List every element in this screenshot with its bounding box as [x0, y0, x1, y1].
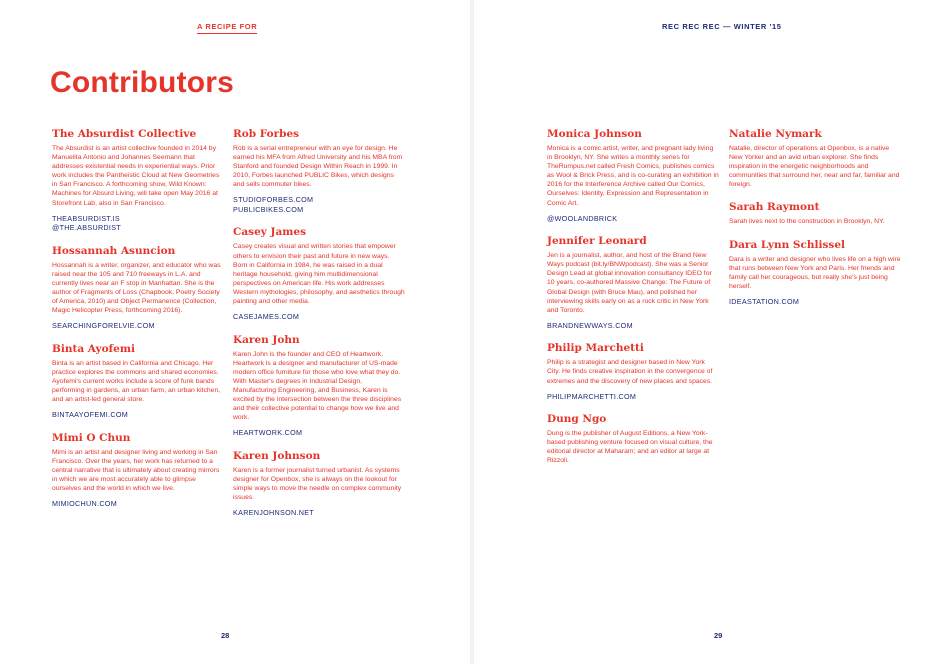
contributor-name: Sarah Raymont — [729, 201, 820, 214]
contributor-links — [547, 392, 719, 402]
contributor-link[interactable]: CASEJAMES.COM — [233, 312, 300, 322]
contributor-bio: Monica is a comic artist, writer, and pregnant lady living in Brooklyn, NY. She writes a monthly series for TheRumpus.net called Fresh Comics, publishes comics as Wool & Brick Press, and is co-curating an exhibition in 2016 for the Interference Archive called Our Comics, Ourselves: Identity, Expression and Representation in Comic Art. — [547, 145, 719, 207]
contributor-link[interactable]: HEARTWORK.COM — [233, 428, 303, 438]
contributor-bio: Mimi is an artist and designer living and working in San Francisco. Over the years, her work has returned to a central narrative that is ultimately about creating mirrors in which we are most accurately able to glimpse ourselves and the world in which we live. — [52, 448, 220, 493]
contributor-bio: Philip is a strategist and designer based in New York City. He finds creative inspiration in the convergence of extremes and the discovery of new places and spaces. — [547, 359, 713, 385]
contributor-entry — [233, 128, 405, 214]
contributor-column-3 — [547, 128, 719, 477]
contributor-name: Karen John — [233, 333, 300, 346]
contributor-name: Mimi O Chun — [52, 431, 131, 444]
contributor-name: Binta Ayofemi — [52, 342, 135, 355]
contributor-column-4 — [729, 128, 901, 318]
contributor-entry — [729, 239, 901, 307]
contributor-name: Dung Ngo — [547, 413, 607, 426]
contributor-name: The Absurdist Collective — [52, 128, 197, 140]
contributor-link[interactable]: @THE.ABSURDIST — [52, 223, 122, 233]
contributor-links — [52, 214, 224, 233]
contributor-link[interactable]: KARENJOHNSON.NET — [233, 508, 315, 518]
contributor-bio: Natalie, director of operations at Openbox, is a native New Yorker and an avid urban explorer. She finds inspiration in the energetic neighborhoods and communities that surround her, near and far, familiar and foreign. — [729, 145, 900, 189]
contributor-bio: Rob is a serial entrepreneur with an eye for design. He earned his MFA from Alfred University and his MBA from Stanford and founded Design Within Reach in 1999. In 2010, Forbes launched PUBLIC Bikes, which designs and sells commuter bikes. — [233, 145, 403, 189]
contributor-links — [233, 428, 405, 438]
contributor-name: Philip Marchetti — [547, 342, 644, 355]
contributor-bio: Karen John is the founder and CEO of Heartwork. Heartwork is a designer and manufacturer of US-made modern office furniture for those who love what they do. With Master's degrees in Industrial Design, Manufacturing Engineering, and Business, Karen is excited by the intersection between the three disciplines and their collective potential to change how we live and work. — [233, 350, 402, 422]
running-head-right: REC REC REC — WINTER '15 — [662, 22, 782, 31]
contributor-bio: Sarah lives next to the construction in Brooklyn, NY. — [729, 218, 885, 226]
contributor-name: Natalie Nymark — [729, 128, 822, 140]
contributor-name: Dara Lynn Schlissel — [729, 238, 846, 251]
contributor-links — [233, 195, 405, 214]
contributor-bio: Binta is an artist based in California and Chicago. Her practice explores the commons and shared economies. Ayofemi's current works include a score of funk bands performing in gardens, an urban farm, an urban kitchen, and an artist-led general store. — [52, 359, 221, 404]
running-head-left: A RECIPE FOR — [197, 22, 257, 34]
contributor-bio: Karen is a former journalist turned urbanist. As systems designer for Openbox, she is always on the lookout for simple ways to move the needle on complex community issues. — [233, 466, 402, 502]
contributor-links — [233, 312, 405, 322]
right-page — [472, 0, 944, 664]
contributor-entry — [52, 128, 224, 233]
contributor-entry — [547, 128, 719, 223]
contributor-bio: Jen is a journalist, author, and host of the Brand New Ways podcast (bit.ly/BNWpodcast). She was a Senior Design Lead at global innovation consultancy IDEO for 10 years, co-authored Massive Change: The Future of Global Design (with Bruce Mau), and polished her interviewing skills early on as a rock critic in New York and Toronto. — [547, 252, 712, 314]
contributor-column-2 — [233, 128, 405, 530]
contributor-entry — [729, 128, 901, 189]
contributor-entry — [52, 432, 224, 509]
contributor-entry — [233, 226, 405, 321]
contributor-name: Jennifer Leonard — [547, 235, 647, 248]
contributor-name: Rob Forbes — [233, 128, 300, 140]
contributor-link[interactable]: IDEASTATION.COM — [729, 296, 800, 306]
contributor-entry — [547, 235, 719, 330]
contributor-bio: Dung is the publisher of August Editions, a New York-based publishing venture focused on visual culture, the editorial director at Maharam; and an editor at large at Rizzoli. — [547, 430, 713, 465]
contributor-name: Karen Johnson — [233, 449, 321, 462]
contributor-entry — [233, 450, 405, 518]
contributor-link[interactable]: MIMIOCHUN.COM — [52, 499, 117, 509]
contributor-links — [547, 214, 719, 224]
contributor-links — [233, 508, 405, 518]
contributor-link[interactable]: STUDIOFORBES.COM — [233, 195, 314, 205]
contributor-links — [52, 499, 224, 509]
contributor-link[interactable]: BRANDNEWWAYS.COM — [547, 320, 633, 330]
contributor-links — [52, 321, 224, 331]
contributor-entry — [233, 334, 405, 438]
contributor-link[interactable]: SEARCHINGFORELVIE.COM — [52, 321, 155, 331]
book-gutter — [470, 0, 474, 664]
contributor-bio: Casey creates visual and written stories that empower others to envision their past and future in new ways. Born in California in 1984, he was raised in a dual heritage household, giving him multidimensional perspectives on American life. His work addresses Western mythologies, philosophy, and aesthetics through painting and other media. — [233, 243, 405, 306]
contributor-links — [52, 410, 224, 420]
contributor-column-1 — [52, 128, 224, 521]
contributor-links — [729, 297, 901, 307]
contributor-bio: Hossannah is a writer, organizer, and educator who was raised near the 105 and 710 freeways in L.A. and currently lives near an F stop in Manhattan. She is the author of Fragments of Loss (Chapbook, Poetry Society of America, 2010) and Object Permanence (Collection, Magic Helicopter Press, forthcoming 2016). — [52, 261, 221, 315]
contributor-bio: Dara is a writer and designer who lives life on a high wire that runs between New York and Paris. Her friends and family call her courageous, but really she's just being herself. — [729, 255, 901, 290]
contributor-bio: The Absurdist is an artist collective founded in 2014 by Manuelita Antonio and Johannes Seemann that addresses existential needs in experiential ways. Prior work includes the Pantheistic Cloud at New Geometries in San Francisco. A forthcoming show, Wild Known: Machines for Absurd Living, will take open May 2016 at Storefront Lab, also in San Francisco. — [52, 145, 220, 207]
contributor-link[interactable]: @WOOLANDBRICK — [547, 213, 618, 223]
page-title: Contributors — [50, 66, 235, 99]
contributor-name: Monica Johnson — [547, 128, 642, 140]
contributor-links — [547, 321, 719, 331]
contributor-link[interactable]: BINTAAYOFEMI.COM — [52, 410, 129, 420]
contributor-entry — [52, 245, 224, 331]
contributor-entry — [547, 342, 719, 401]
page-number-right: 29 — [714, 631, 723, 640]
contributor-link[interactable]: PUBLICBIKES.COM — [233, 204, 304, 214]
contributor-link[interactable]: THEABSURDIST.IS — [52, 213, 120, 223]
contributor-link[interactable]: PHILIPMARCHETTI.COM — [547, 391, 637, 401]
contributor-name: Casey James — [233, 226, 306, 239]
contributor-entry — [547, 413, 719, 465]
contributor-name: Hossannah Asuncion — [52, 244, 176, 257]
contributor-entry — [52, 343, 224, 420]
page-number-left: 28 — [221, 631, 230, 640]
contributor-entry — [729, 201, 901, 226]
